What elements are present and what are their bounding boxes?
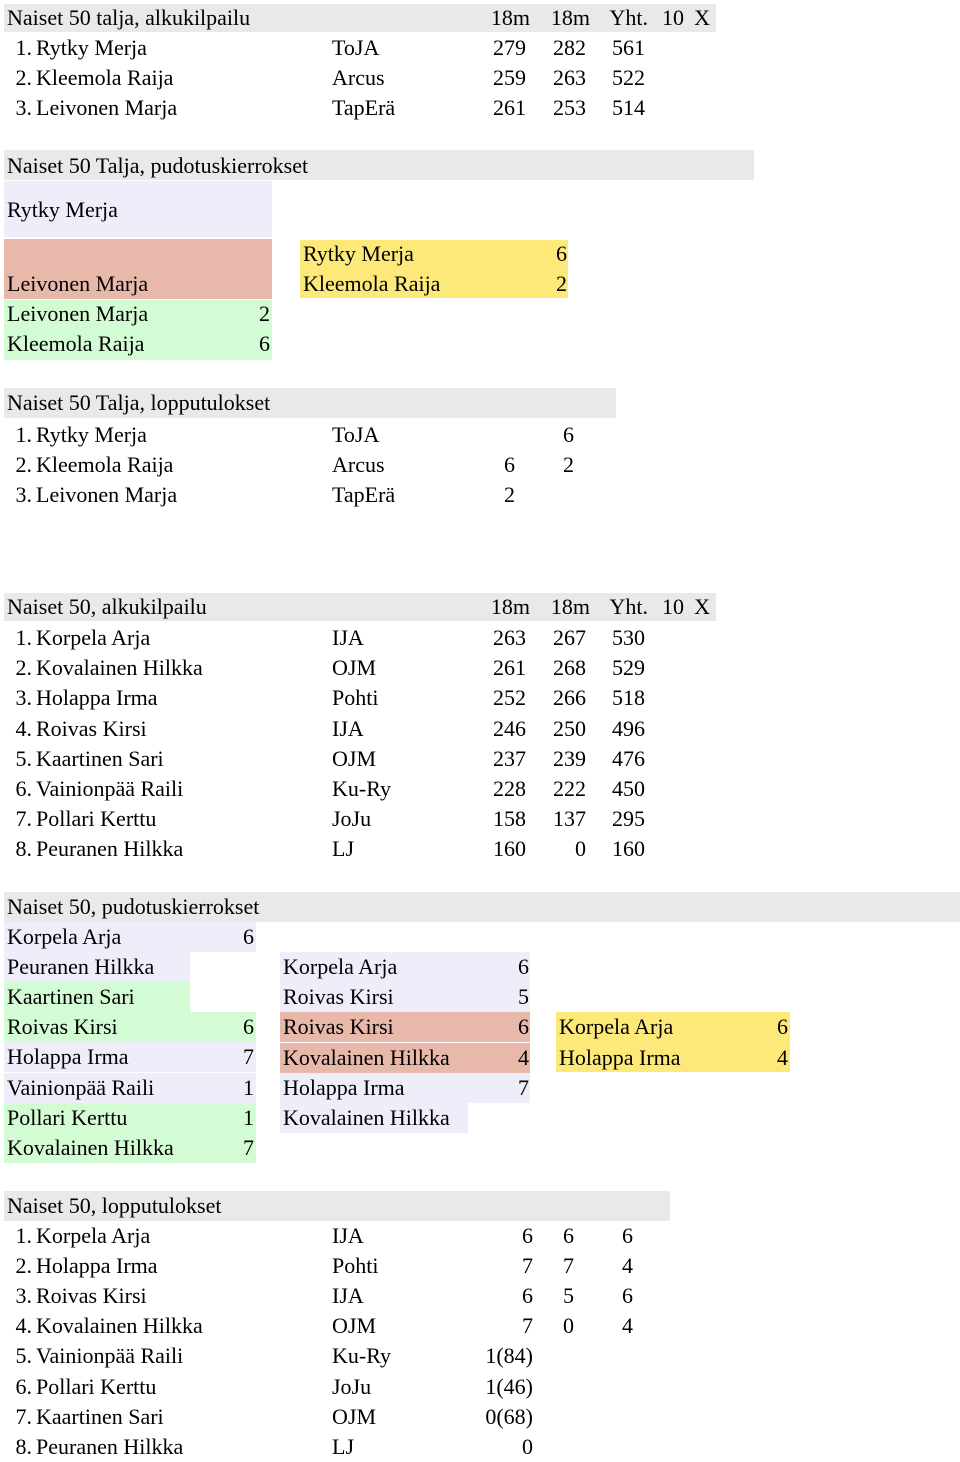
score-18m-1: 228 (493, 776, 526, 801)
score-total: 529 (612, 655, 645, 681)
bracket-entry-score: 1 (243, 1104, 254, 1130)
col-header-18m-1: 18m (490, 594, 530, 619)
score-18m-2: 253 (553, 95, 586, 120)
bracket-entry-score (114, 952, 254, 982)
score-18m-2: 266 (553, 685, 586, 711)
section-title: Naiset 50, lopputulokset (7, 1193, 222, 1218)
col-header-10: 10 (662, 5, 684, 30)
bracket-entry-score: 6 (243, 1014, 254, 1040)
score-18m-1: 261 (493, 95, 526, 120)
bracket-entry-name: Kaartinen Sari (7, 984, 135, 1010)
athlete-name: Korpela Arja (36, 625, 151, 650)
athlete-name: Roivas Kirsi (36, 715, 147, 741)
bracket-entry-name: Holappa Irma (283, 1074, 405, 1100)
score-18m-2: 137 (553, 806, 586, 832)
match-score: 5 (563, 1283, 574, 1309)
bracket-entry-score: 5 (518, 984, 529, 1010)
club-name: LJ (332, 836, 354, 862)
section-title: Naiset 50 talja, alkukilpailu (7, 5, 251, 30)
result-rank: 7. (15, 1403, 32, 1429)
result-rank: 3. (15, 1283, 32, 1309)
bracket-entry-name: Korpela Arja (7, 924, 122, 949)
club-name: IJA (332, 625, 364, 650)
match-score: 7 (522, 1253, 533, 1279)
bracket-entry-name: Pollari Kerttu (7, 1104, 128, 1130)
match-score: 1(46) (485, 1373, 533, 1399)
score-total: 450 (612, 776, 645, 801)
bracket-entry-score: 7 (243, 1134, 254, 1160)
match-score: 0 (563, 1313, 574, 1339)
result-rank: 5. (15, 1343, 32, 1369)
match-score: 6 (522, 1223, 533, 1248)
result-rank: 4. (15, 1313, 32, 1339)
score-18m-1: 263 (493, 625, 526, 650)
athlete-name: Holappa Irma (36, 685, 158, 711)
match-score: 0(68) (485, 1403, 533, 1429)
club-name: ToJA (332, 422, 380, 447)
result-rank: 7. (15, 806, 32, 832)
match-score: 6 (563, 422, 574, 447)
bracket-entry-score: 7 (518, 1074, 529, 1100)
bracket-entry-score: 2 (259, 301, 270, 326)
bracket-entry-name: Korpela Arja (283, 954, 398, 979)
result-rank: 1. (15, 1223, 32, 1248)
club-name: JoJu (332, 1373, 372, 1399)
score-total: 530 (612, 625, 645, 650)
score-18m-1: 237 (493, 745, 526, 771)
bracket-entry-name: Rytky Merja (7, 197, 118, 222)
bracket-entry-score: 6 (518, 1014, 529, 1040)
section-title: Naiset 50, alkukilpailu (7, 594, 207, 619)
club-name: OJM (332, 745, 377, 771)
section-title: Naiset 50 Talja, lopputulokset (7, 390, 271, 415)
col-header-total: Yht. (609, 5, 648, 30)
score-18m-2: 222 (553, 776, 586, 801)
athlete-name: Leivonen Marja (36, 482, 178, 507)
score-18m-2: 268 (553, 655, 586, 681)
result-rank: 8. (15, 1433, 32, 1459)
match-score: 2 (563, 452, 574, 477)
bracket-entry-name: Leivonen Marja (7, 301, 149, 326)
col-header-18m-2: 18m (550, 594, 590, 619)
athlete-name: Korpela Arja (36, 1223, 151, 1248)
bracket-entry-score: 6 (243, 924, 254, 949)
bracket-entry-score: 4 (777, 1045, 788, 1070)
section-title: Naiset 50, pudotuskierrokset (7, 894, 260, 919)
bracket-entry-name: Korpela Arja (559, 1014, 674, 1039)
score-total: 522 (612, 65, 645, 90)
score-total: 561 (612, 35, 645, 60)
match-score: 4 (622, 1253, 633, 1279)
match-score: 7 (563, 1253, 574, 1279)
athlete-name: Vainionpää Raili (36, 776, 184, 801)
athlete-name: Pollari Kerttu (36, 1373, 157, 1399)
match-score: 4 (622, 1313, 633, 1339)
match-score (493, 1402, 633, 1432)
match-score (493, 1341, 633, 1371)
club-name: IJA (332, 715, 364, 741)
col-header-x: X (694, 594, 710, 619)
result-rank: 1. (15, 35, 32, 60)
bracket-entry-score: 4 (518, 1044, 529, 1070)
match-score: 6 (622, 1223, 633, 1248)
athlete-name: Kaartinen Sari (36, 745, 164, 771)
result-rank: 1. (15, 625, 32, 650)
result-rank: 4. (15, 715, 32, 741)
athlete-name: Roivas Kirsi (36, 1283, 147, 1309)
athlete-name: Peuranen Hilkka (36, 836, 184, 862)
score-18m-1: 252 (493, 685, 526, 711)
score-18m-2: 282 (553, 35, 586, 60)
result-rank: 2. (15, 1253, 32, 1279)
club-name: IJA (332, 1223, 364, 1248)
score-18m-2: 250 (553, 715, 586, 741)
athlete-name: Kovalainen Hilkka (36, 1313, 203, 1339)
col-header-18m-1: 18m (490, 5, 530, 30)
bracket-entry-name: Kovalainen Hilkka (283, 1105, 450, 1130)
score-18m-2: 263 (553, 65, 586, 90)
bracket-entry-name: Leivonen Marja (7, 271, 149, 296)
bracket-entry-name: Kleemola Raija (7, 331, 145, 356)
col-header-10: 10 (662, 594, 684, 619)
result-rank: 8. (15, 836, 32, 862)
bracket-entry-name: Kovalainen Hilkka (283, 1044, 450, 1070)
score-18m-2: 267 (553, 625, 586, 650)
bracket-entry-name: Rytky Merja (303, 241, 414, 266)
bracket-entry-score: 6 (518, 954, 529, 979)
athlete-name: Kleemola Raija (36, 65, 174, 90)
club-name: OJM (332, 655, 377, 681)
club-name: LJ (332, 1433, 354, 1459)
match-score: 2 (504, 482, 515, 507)
bracket-entry-name: Roivas Kirsi (7, 1014, 118, 1040)
bracket-entry-score: 6 (259, 331, 270, 356)
result-rank: 2. (15, 452, 32, 477)
athlete-name: Kleemola Raija (36, 452, 174, 477)
match-score (493, 1432, 633, 1462)
bracket-entry-score (114, 982, 254, 1012)
result-rank: 3. (15, 685, 32, 711)
score-total: 514 (612, 95, 645, 120)
bracket-entry-score: 2 (556, 271, 567, 296)
athlete-name: Holappa Irma (36, 1253, 158, 1279)
club-name: Arcus (332, 452, 385, 477)
result-rank: 5. (15, 745, 32, 771)
result-rank: 3. (15, 95, 32, 120)
club-name: Pohti (332, 685, 379, 711)
club-name: Ku-Ry (332, 1343, 392, 1369)
club-name: Pohti (332, 1253, 379, 1279)
result-rank: 6. (15, 1373, 32, 1399)
bracket-entry-name: Peuranen Hilkka (7, 954, 155, 980)
match-score (434, 480, 574, 510)
score-18m-1: 261 (493, 655, 526, 681)
athlete-name: Kovalainen Hilkka (36, 655, 203, 681)
score-total: 295 (612, 806, 645, 832)
club-name: JoJu (332, 806, 372, 832)
match-score: 6 (622, 1283, 633, 1309)
match-score (493, 1372, 633, 1402)
match-score: 6 (504, 452, 515, 477)
club-name: Ku-Ry (332, 776, 392, 801)
club-name: IJA (332, 1283, 364, 1309)
match-score: 6 (563, 1223, 574, 1248)
score-18m-1: 259 (493, 65, 526, 90)
score-18m-1: 158 (493, 806, 526, 832)
score-total: 496 (612, 715, 645, 741)
score-18m-1: 246 (493, 715, 526, 741)
score-18m-2: 0 (575, 836, 586, 862)
score-18m-1: 279 (493, 35, 526, 60)
athlete-name: Vainionpää Raili (36, 1343, 184, 1369)
athlete-name: Kaartinen Sari (36, 1403, 164, 1429)
col-header-total: Yht. (609, 594, 648, 619)
col-header-x: X (694, 5, 710, 30)
club-name: OJM (332, 1403, 377, 1429)
result-rank: 2. (15, 655, 32, 681)
club-name: TapErä (332, 95, 396, 120)
bracket-entry-score (389, 1103, 529, 1133)
bracket-entry-name: Roivas Kirsi (283, 984, 394, 1010)
match-score: 0 (522, 1433, 533, 1459)
club-name: Arcus (332, 65, 385, 90)
athlete-name: Peuranen Hilkka (36, 1433, 184, 1459)
athlete-name: Rytky Merja (36, 35, 147, 60)
bracket-entry-score: 6 (777, 1014, 788, 1039)
bracket-entry-score: 6 (556, 241, 567, 266)
bracket-entry-score: 1 (243, 1074, 254, 1100)
bracket-entry-name: Vainionpää Raili (7, 1074, 155, 1100)
athlete-name: Rytky Merja (36, 422, 147, 447)
match-score: 7 (522, 1313, 533, 1339)
score-total: 476 (612, 745, 645, 771)
score-18m-1: 160 (493, 836, 526, 862)
bracket-entry-name: Kleemola Raija (303, 271, 441, 296)
bracket-entry-name: Holappa Irma (7, 1044, 129, 1070)
result-rank: 2. (15, 65, 32, 90)
score-18m-2: 239 (553, 745, 586, 771)
result-rank: 6. (15, 776, 32, 801)
match-score: 6 (522, 1283, 533, 1309)
bracket-entry-name: Kovalainen Hilkka (7, 1134, 174, 1160)
athlete-name: Pollari Kerttu (36, 806, 157, 832)
club-name: TapErä (332, 482, 396, 507)
bracket-entry-name: Roivas Kirsi (283, 1014, 394, 1040)
col-header-18m-2: 18m (550, 5, 590, 30)
bracket-entry-score: 7 (243, 1044, 254, 1070)
result-rank: 3. (15, 482, 32, 507)
score-total: 160 (612, 836, 645, 862)
section-title: Naiset 50 Talja, pudotuskierrokset (7, 153, 309, 178)
match-score: 1(84) (485, 1343, 533, 1369)
athlete-name: Leivonen Marja (36, 95, 178, 120)
club-name: ToJA (332, 35, 380, 60)
result-rank: 1. (15, 422, 32, 447)
bracket-entry-name: Holappa Irma (559, 1045, 681, 1070)
score-total: 518 (612, 685, 645, 711)
club-name: OJM (332, 1313, 377, 1339)
